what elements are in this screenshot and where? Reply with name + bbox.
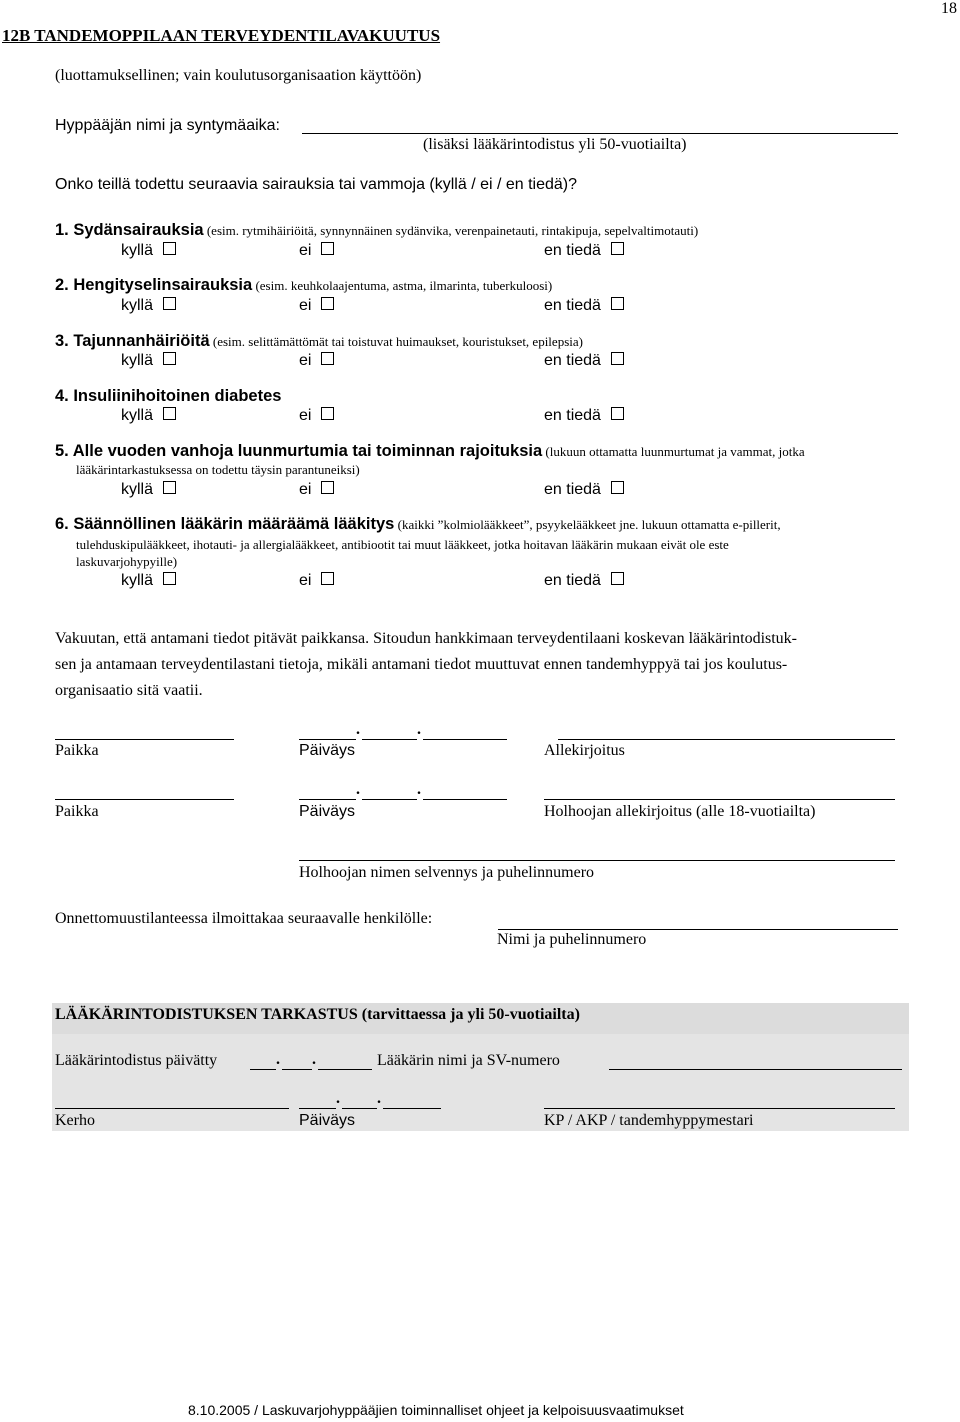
checkbox[interactable] — [611, 407, 624, 420]
place-line[interactable] — [55, 739, 234, 740]
doctor-line[interactable] — [609, 1069, 902, 1070]
item-desc: (esim. keuhkolaajentuma, astma, ilmarinta, tuberkuloosi) — [252, 278, 553, 293]
item-3-no[interactable] — [299, 352, 334, 370]
item-1-heading — [55, 221, 698, 240]
item-4-no[interactable] — [299, 407, 334, 425]
item-6-desc-3: laskuvarjohypyille) — [76, 554, 178, 569]
master-signature-line[interactable] — [544, 1108, 895, 1109]
unknown-label: en tiedä — [544, 352, 601, 369]
item-desc: (esim. selittämättömät tai toistuvat huimaukset, kouristukset, epilepsia) — [209, 334, 583, 349]
item-title: 1. Sydänsairauksia — [55, 221, 204, 239]
item-5-no[interactable] — [299, 481, 334, 499]
date-dot: . — [417, 781, 421, 798]
name-label: Hyppääjän nimi ja syntymäaika: — [55, 117, 280, 134]
date-dot: . — [312, 1051, 316, 1068]
checkbox[interactable] — [163, 297, 176, 310]
item-title: 6. Säännöllinen lääkärin määräämä lääkitys — [55, 515, 395, 533]
date-year-line[interactable] — [383, 1108, 441, 1109]
guardian-name-line[interactable] — [299, 860, 895, 861]
item-3-unknown[interactable] — [544, 352, 624, 370]
item-title: 2. Hengityselinsairauksia — [55, 276, 253, 294]
declaration-line: organisaatio sitä vaatii. — [55, 682, 203, 699]
date-dot: . — [276, 1051, 280, 1068]
item-4-heading — [55, 387, 281, 406]
date-month-line[interactable] — [362, 739, 417, 740]
doctor-label: Lääkärin nimi ja SV-numero — [377, 1052, 560, 1069]
item-6-heading — [55, 515, 781, 534]
guardian-signature-label: Holhoojan allekirjoitus (alle 18-vuotiailta) — [544, 803, 816, 820]
checkbox[interactable] — [163, 407, 176, 420]
item-2-no[interactable] — [299, 297, 334, 315]
item-4-yes[interactable] — [121, 407, 176, 425]
unknown-label: en tiedä — [544, 297, 601, 314]
unknown-label: en tiedä — [544, 572, 601, 589]
item-5-desc-2: lääkärintarkastuksessa on todettu täysin parantuneiksi) — [76, 462, 360, 477]
date-year-line[interactable] — [423, 799, 507, 800]
dated-month-line[interactable] — [282, 1069, 312, 1070]
unknown-label: en tiedä — [544, 242, 601, 259]
club-line[interactable] — [55, 1108, 289, 1109]
guardian-signature-line[interactable] — [544, 799, 895, 800]
date-label: Päiväys — [299, 742, 356, 759]
checkbox[interactable] — [321, 407, 334, 420]
no-label: ei — [299, 407, 312, 424]
date-month-line[interactable] — [362, 799, 417, 800]
item-3-heading — [55, 332, 583, 351]
question-text: Onko teillä todettu seuraavia sairauksia tai vammoja (kyllä / ei / en tiedä)? — [55, 176, 578, 193]
dated-day-line[interactable] — [250, 1069, 276, 1070]
signature-label: Allekirjoitus — [544, 742, 625, 759]
dated-year-line[interactable] — [318, 1069, 372, 1070]
date-year-line[interactable] — [423, 739, 507, 740]
declaration — [55, 626, 797, 704]
yes-label: kyllä — [121, 481, 154, 498]
item-1-no[interactable] — [299, 242, 334, 260]
date-day-line[interactable] — [299, 799, 356, 800]
no-label: ei — [299, 352, 312, 369]
place-line[interactable] — [55, 799, 234, 800]
item-title: 3. Tajunnanhäiriöitä — [55, 332, 210, 350]
page-number: 18 — [941, 0, 957, 17]
checkbox[interactable] — [321, 352, 334, 365]
item-desc: (lukuun ottamatta luunmurtumat ja vammat, jotka — [542, 444, 805, 459]
checkbox[interactable] — [611, 572, 624, 585]
item-2-yes[interactable] — [121, 297, 176, 315]
declaration-line: sen ja antamaan terveydentilastani tietoja, mikäli antamani tiedot muuttuvat ennen tandemhyppyä tai jos koulutus- — [55, 656, 788, 673]
item-title: 4. Insuliinihoitoinen diabetes — [55, 387, 282, 405]
club-label: Kerho — [55, 1112, 95, 1129]
checkbox[interactable] — [163, 352, 176, 365]
item-4-unknown[interactable] — [544, 407, 624, 425]
date-label: Päiväys — [299, 1112, 356, 1129]
item-5-yes[interactable] — [121, 481, 176, 499]
footer: 8.10.2005 / Laskuvarjohyppääjien toiminnalliset ohjeet ja kelpoisuusvaatimukset — [188, 1402, 684, 1418]
subtitle: (luottamuksellinen; vain koulutusorganisaation käyttöön) — [55, 67, 422, 84]
inspection-title: LÄÄKÄRINTODISTUKSEN TARKASTUS (tarvittaessa ja yli 50-vuotiailta) — [55, 1006, 580, 1023]
item-2-unknown[interactable] — [544, 297, 624, 315]
page-title: 12B TANDEMOPPILAAN TERVEYDENTILAVAKUUTUS — [2, 26, 441, 45]
yes-label: kyllä — [121, 297, 154, 314]
place-label: Paikka — [55, 803, 99, 820]
date-day-line[interactable] — [299, 1108, 336, 1109]
item-desc: (esim. rytmihäiriöitä, synnynnäinen sydänvika, verenpainetauti, rintakipuja, sepelvaltimotauti) — [203, 223, 699, 238]
master-label: KP / AKP / tandemhyppymestari — [544, 1112, 754, 1129]
item-title: 5. Alle vuoden vanhoja luunmurtumia tai toiminnan rajoituksia — [55, 442, 543, 460]
name-note: (lisäksi lääkärintodistus yli 50-vuotiailta) — [423, 136, 687, 153]
checkbox[interactable] — [163, 242, 176, 255]
yes-label: kyllä — [121, 242, 154, 259]
dated-label: Lääkärintodistus päivätty — [55, 1052, 218, 1069]
date-label: Päiväys — [299, 803, 356, 820]
unknown-label: en tiedä — [544, 481, 601, 498]
item-6-unknown[interactable] — [544, 572, 624, 590]
date-dot: . — [417, 721, 421, 738]
checkbox[interactable] — [611, 481, 624, 494]
item-desc: (kaikki ”kolmiolääkkeet”, psyykelääkkeet jne. lukuun ottamatta e-pillerit, — [394, 517, 781, 532]
no-label: ei — [299, 242, 312, 259]
yes-label: kyllä — [121, 352, 154, 369]
yes-label: kyllä — [121, 407, 154, 424]
date-dot: . — [336, 1090, 340, 1107]
checkbox[interactable] — [321, 242, 334, 255]
checkbox[interactable] — [611, 242, 624, 255]
date-dot: . — [356, 721, 360, 738]
item-1-yes[interactable] — [121, 242, 176, 260]
item-3-yes[interactable] — [121, 352, 176, 370]
no-label: ei — [299, 481, 312, 498]
declaration-line: Vakuutan, että antamani tiedot pitävät paikkansa. Sitoudun hankkimaan terveydentilaani koskevan lääkärintodistuk- — [55, 630, 798, 647]
inspection-body-bg — [52, 1034, 909, 1131]
item-5-heading — [55, 442, 805, 461]
date-dot: . — [377, 1090, 381, 1107]
yes-label: kyllä — [121, 572, 154, 589]
emergency-sublabel: Nimi ja puhelinnumero — [497, 931, 647, 948]
emergency-line[interactable] — [498, 929, 898, 930]
item-6-yes[interactable] — [121, 572, 176, 590]
checkbox[interactable] — [321, 297, 334, 310]
emergency-label: Onnettomuustilanteessa ilmoittakaa seuraavalle henkilölle: — [55, 910, 433, 927]
date-day-line[interactable] — [299, 739, 356, 740]
checkbox[interactable] — [611, 297, 624, 310]
date-dot: . — [356, 781, 360, 798]
guardian-name-label: Holhoojan nimen selvennys ja puhelinnumero — [299, 864, 595, 881]
item-5-unknown[interactable] — [544, 481, 624, 499]
date-month-line[interactable] — [342, 1108, 377, 1109]
item-6-no[interactable] — [299, 572, 334, 590]
no-label: ei — [299, 297, 312, 314]
checkbox[interactable] — [611, 352, 624, 365]
item-6-desc-2: tulehduskipulääkkeet, ihotauti- ja allergialääkkeet, antibiootit tai muut lääkkeet, jotka hoitavan lääkärin mukaan eivät ole este — [76, 537, 729, 552]
item-2-heading — [55, 276, 552, 295]
name-field-line[interactable] — [302, 133, 898, 134]
item-1-unknown[interactable] — [544, 242, 624, 260]
checkbox[interactable] — [321, 572, 334, 585]
signature-line[interactable] — [558, 739, 895, 740]
checkbox[interactable] — [163, 572, 176, 585]
checkbox[interactable] — [163, 481, 176, 494]
no-label: ei — [299, 572, 312, 589]
checkbox[interactable] — [321, 481, 334, 494]
place-label: Paikka — [55, 742, 99, 759]
unknown-label: en tiedä — [544, 407, 601, 424]
